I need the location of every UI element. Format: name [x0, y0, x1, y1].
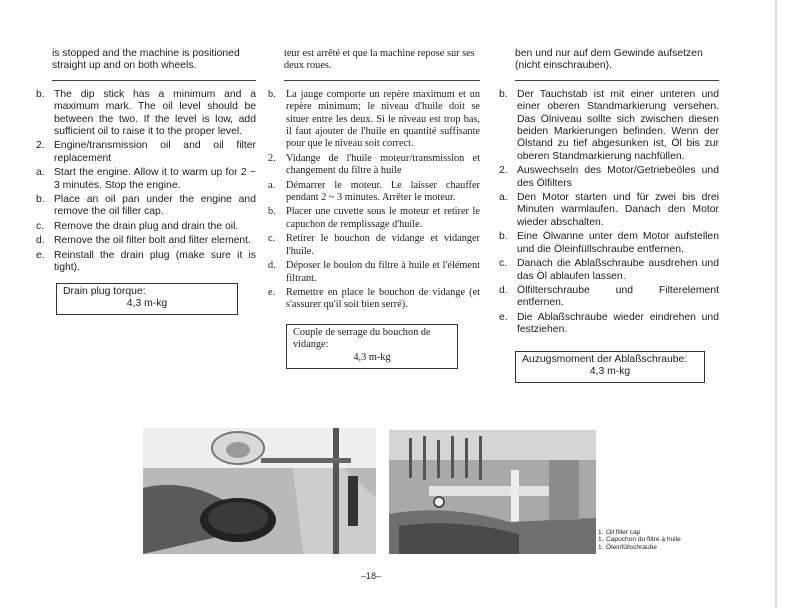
- torque-label: Drain plug torque:: [63, 285, 146, 297]
- list-item: b. Placer une cuvette sous le moteur et retirer le capuchon de remplissage d'huile.: [268, 206, 480, 230]
- torque-label: Auzugsmoment der Ablaßschraube:: [522, 353, 688, 365]
- list-item: e. Die Ablaßschraube wieder eindrehen und festziehen.: [499, 311, 719, 336]
- engine-photo-graphic: [143, 428, 376, 554]
- list-item: c. Danach die Ablaßschraube ausdrehen und das Öl ablaufen lassen.: [499, 258, 719, 282]
- list-item: c. Retirer le bouchon de vidange et vidanger l'huile.: [268, 233, 480, 257]
- torque-value: 4,3 m-kg: [353, 351, 391, 363]
- torque-value: 4,3 m-kg: [589, 365, 631, 377]
- list-item: a. Démarrer le moteur. Le laisser chauffer pendant 2 ~ 3 minutes. Arrêter le moteur.: [268, 179, 480, 204]
- list-item: d. Déposer le boulon du filtre à huile et l'élément filtrant.: [268, 260, 480, 284]
- french-continued-text: teur est arrêté et que la machine repose sur ses deux roues.: [284, 48, 475, 72]
- german-continued-text: ben und nur auf dem Gewinde aufsetzen (nicht einschrauben).: [515, 48, 703, 72]
- torque-value: 4,3 m-kg: [126, 297, 168, 309]
- german-items: [499, 89, 719, 337]
- photo-oil-filler-cap: [389, 430, 596, 554]
- page-number: –18–: [361, 571, 382, 581]
- torque-spec-box: [515, 351, 705, 384]
- list-item: c. Remove the drain plug and drain the oil.: [36, 220, 239, 232]
- page-edge-line: [775, 0, 777, 608]
- caption-line: 1. Öleinfüllschraube: [598, 543, 657, 551]
- section-rule: [515, 80, 719, 81]
- list-item: a. Start the engine. Allow it to warm up for 2 ~ 3 minutes. Stop the engine.: [36, 167, 256, 191]
- list-item: 2. Vidange de l'huile moteur/transmission et changement du filtre à huile: [268, 152, 480, 177]
- list-item: b. Eine Ölwanne unter dem Motor aufstellen und die Öleinfüllschraube entfernen.: [499, 231, 719, 255]
- list-item: b. The dip stick has a minimum and a maximum mark. The oil level should be between the two. If the level is low, add sufficient oil to raise it to the proper level.: [36, 88, 256, 138]
- list-item: e. Remettre en place le bouchon de vidange (et s'assurer qu'il soit bien serré).: [268, 286, 480, 311]
- list-item: d. Remove the oil filter bolt and filter element.: [36, 235, 251, 247]
- english-continued-text: is stopped and the machine is positioned straight up and on both wheels.: [52, 48, 240, 72]
- german-column: [499, 48, 719, 383]
- section-rule: [52, 80, 256, 81]
- photo-caption: [598, 529, 681, 551]
- caption-line: 1. Oil filler cap: [598, 529, 641, 536]
- list-item: a. Den Motor starten und für zwei bis drei Minuten warmlaufen. Danach den Motor wieder abschalten.: [499, 192, 719, 228]
- section-rule: [284, 80, 480, 81]
- list-item: 2. Auswechseln des Motor/Getriebeöles und des Ölfilters: [499, 165, 719, 189]
- torque-spec-box: [286, 324, 458, 369]
- caption-line: 1. Capuchon du filtre à huile: [598, 536, 681, 544]
- english-items: [36, 89, 256, 275]
- english-column: [36, 48, 256, 315]
- engine-photo-graphic: [389, 430, 596, 554]
- list-item: b. Der Tauchstab ist mit einer unteren und einer oberen Standmarkierung versehen. Das Ölniveau sollte sich zwischen diesen beiden Markierungen befinden. Wenn der Ölstand zu tief abgesunken ist, Öl bis zur oberen Standmarkierung nachfüllen.: [499, 88, 719, 162]
- torque-label: Couple de serrage du bouchon de vidange:: [293, 326, 431, 351]
- torque-spec-box: [56, 283, 238, 316]
- list-item: e. Reinstall the drain plug (make sure it is tight).: [36, 249, 256, 274]
- list-item: d. Ölfilterschraube und Filterelement entfernen.: [499, 284, 719, 309]
- list-item: b. La jauge comporte un repère maximum et un repère minimum; le niveau d'huile doit se situer entre les deux. Si le niveau est trop bas, il faut ajouter de l'huile en quantité suffisante pour que le niveau soit correct.: [268, 88, 480, 150]
- photo-drain-plug: [143, 428, 376, 554]
- list-item: b. Place an oil pan under the engine and remove the oil filler cap.: [36, 194, 256, 218]
- list-item: 2. Engine/transmission oil and oil filter replacement: [36, 140, 256, 164]
- french-items: [268, 89, 480, 312]
- french-column: [268, 48, 480, 369]
